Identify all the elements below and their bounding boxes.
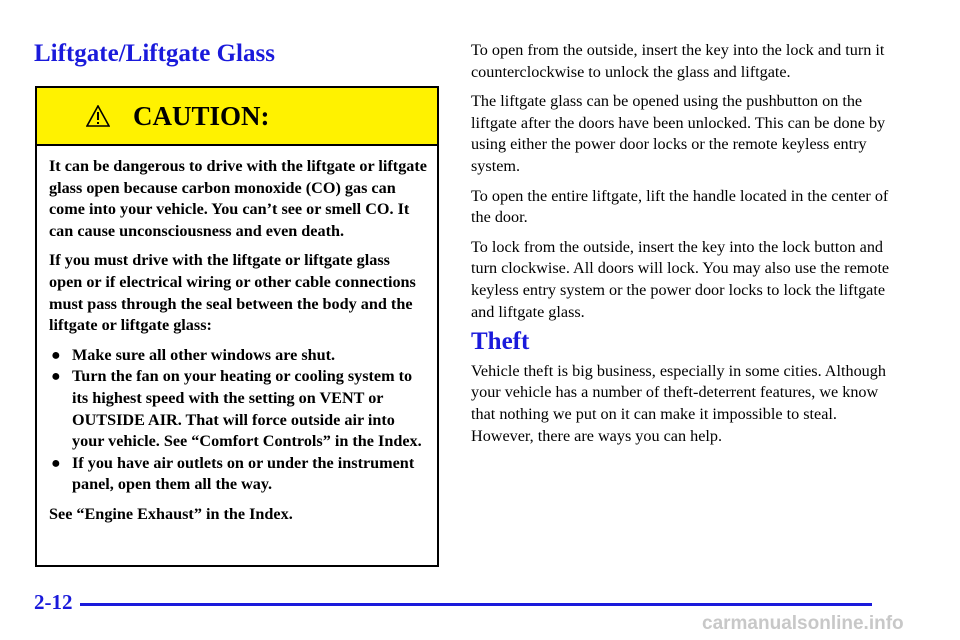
caution-paragraph: It can be dangerous to drive with the liftgate or liftgate glass open because carbon monoxide (CO) gas can come into your vehicle. You can’t see or smell CO. It can cause unconsciousness and even death. — [49, 157, 427, 240]
body-paragraph: To open the entire liftgate, lift the handle located in the center of the door. — [471, 186, 889, 227]
right-column — [471, 40, 891, 455]
watermark: carmanualsonline.info — [702, 613, 904, 634]
caution-box — [35, 86, 439, 567]
theft-heading: Theft — [471, 328, 530, 356]
bullet-text: Make sure all other windows are shut. — [72, 345, 336, 364]
body-paragraph: The liftgate glass can be opened using the pushbutton on the liftgate after the doors have been unlocked. This can be done by using either the power door locks or the remote keyless entry system. — [471, 92, 886, 175]
bullet-text: If you have air outlets on or under the instrument panel, open them all the way. — [72, 453, 415, 494]
caution-paragraph: If you must drive with the liftgate or liftgate glass open or if electrical wiring or other cable connections must pass through the seal between the body and the liftgate or liftgate glass: — [49, 251, 416, 335]
body-paragraph: To open from the outside, insert the key into the lock and turn it counterclockwise to unlock the glass and liftgate. — [471, 41, 885, 81]
bullet-icon: ● — [51, 454, 61, 472]
caution-bullet-item — [49, 366, 427, 452]
footer-divider — [80, 603, 872, 606]
theft-paragraph: Vehicle theft is big business, especially in some cities. Although your vehicle has a number of theft-deterrent features, we know that nothing we put on it can make it impossible to steal. However, there are ways you can help. — [471, 361, 886, 445]
caution-bullet-item — [49, 453, 427, 496]
caution-body — [37, 146, 437, 526]
bullet-icon: ● — [51, 346, 61, 364]
page-number: 2-12 — [34, 590, 73, 614]
bullet-icon: ● — [51, 368, 61, 386]
body-paragraph: To lock from the outside, insert the key into the lock button and turn clockwise. All doors will lock. You may also use the remote keyless entry system or the power door locks to lock the liftgate and liftgate glass. — [471, 237, 890, 321]
caution-bullet-item — [49, 345, 427, 367]
bullet-text: Turn the fan on your heating or cooling system to its highest speed with the setting on VENT or OUTSIDE AIR. That will force outside air into your vehicle. See “Comfort Controls” in the Index. — [72, 367, 422, 451]
caution-title: CAUTION: — [133, 101, 270, 131]
caution-bullet-list — [49, 345, 427, 496]
section-title: Liftgate/Liftgate Glass — [34, 40, 275, 67]
caution-banner — [37, 88, 437, 146]
warning-triangle-icon — [86, 105, 110, 127]
caution-footer: See “Engine Exhaust” in the Index. — [49, 504, 293, 523]
